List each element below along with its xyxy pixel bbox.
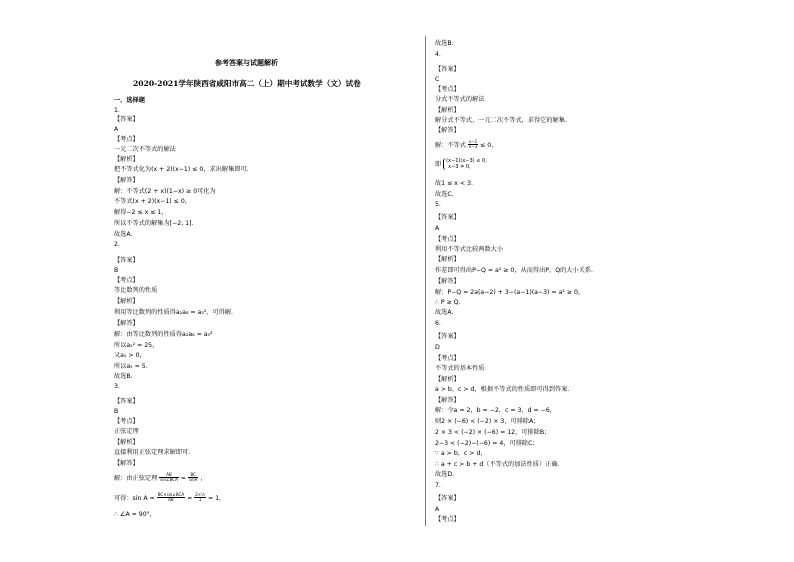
- q1-solution-label: 【解答】: [114, 177, 139, 184]
- q3-analysis-label: 【解析】: [114, 439, 139, 446]
- q6-analysis-label: 【解析】: [435, 376, 460, 383]
- q1-point-label: 【考点】: [114, 136, 139, 143]
- fraction-numerator: 2×½: [195, 492, 205, 497]
- q6-number: 6.: [435, 320, 441, 327]
- q3-solution-text: ，: [200, 474, 207, 482]
- q2-answer: B: [114, 267, 119, 274]
- q4-point-label: 【考点】: [435, 86, 460, 93]
- fraction: [194, 493, 206, 503]
- q4-solution-text: 解：不等式: [435, 141, 466, 149]
- inequality-system: [443, 158, 490, 170]
- exam-title: 2020-2021学年陕西省咸阳市高二（上）期中考试数学（文）试卷: [133, 79, 361, 88]
- q2-answer-label: 【答案】: [114, 257, 139, 264]
- equals-sign: =: [180, 474, 186, 482]
- q1-solution-line: 故选A.: [114, 231, 133, 238]
- q1-answer-label: 【答案】: [114, 116, 139, 123]
- q2-number: 2.: [114, 241, 120, 248]
- q7-answer: A: [435, 506, 440, 513]
- q5-answer-label: 【答案】: [435, 214, 460, 221]
- q2-analysis: 利用等比数列的性质得a₂a₈ = a₅²，可得解.: [114, 309, 234, 316]
- q6-point: 不等式的基本性质: [435, 365, 485, 372]
- q6-point-label: 【考点】: [435, 355, 460, 362]
- q3-solution-label: 【解答】: [114, 460, 139, 467]
- fraction-denominator: sinA: [188, 477, 198, 483]
- fraction: [159, 473, 179, 483]
- q7-point-label: 【考点】: [435, 516, 460, 523]
- q4-solution-text: ≤ 0，: [480, 141, 498, 149]
- q3-answer: B: [114, 408, 119, 415]
- q2-analysis-label: 【解析】: [114, 298, 139, 305]
- q5-solution-label: 【解答】: [435, 278, 460, 285]
- q2-solution-line: 又a₅ > 0，: [114, 352, 146, 359]
- q4-solution-line-system: [435, 158, 490, 170]
- section-heading: 一、选择题: [114, 97, 145, 104]
- q3-solution-text: 解：由正弦定理: [114, 474, 158, 482]
- q6-solution-line: ∴ a + c > b + d（不等式的加法性质）正确.: [435, 461, 560, 468]
- q1-analysis-label: 【解析】: [114, 156, 139, 163]
- q3-solution-line-sine-rule: [114, 473, 207, 483]
- q4-solution-label: 【解答】: [435, 127, 460, 134]
- system-line: (x−1)(x−3) ≤ 0，: [446, 158, 491, 164]
- q3-solution-text: = 1，: [207, 494, 226, 502]
- q4-analysis-label: 【解析】: [435, 107, 460, 114]
- q3-solution-line-sinA: [114, 493, 225, 503]
- q5-solution-line: 解：P−Q = 2a(a−2) + 3−(a−1)(a−3) = a² ≥ 0，: [435, 289, 585, 296]
- q3-conclusion: 故选B.: [435, 40, 454, 47]
- q1-number: 1.: [114, 107, 120, 114]
- q4-solution-line: 故1 ≤ x < 3.: [435, 180, 473, 187]
- fraction-denominator: 1: [198, 497, 202, 503]
- q5-number: 5.: [435, 201, 441, 208]
- q1-solution-line: 不等式(x + 2)(x−1) ≤ 0，: [114, 198, 191, 205]
- fraction-numerator: AB: [159, 473, 179, 478]
- q4-analysis: 解分式不等式，一元二次不等式，求得它的解集.: [435, 117, 567, 124]
- fraction-denominator: x−3: [468, 144, 478, 150]
- q5-point-label: 【考点】: [435, 236, 460, 243]
- q5-analysis-label: 【解析】: [435, 256, 460, 263]
- q4-point: 分式不等式的解法: [435, 96, 485, 103]
- q5-point: 利用不等式比较两数大小: [435, 246, 504, 253]
- q6-solution-line: 2 × 3 < (−2) × (−6) = 12，可排除B；: [435, 429, 551, 436]
- q1-solution-line: 所以不等式的解集为[−2, 1].: [114, 220, 194, 227]
- q2-solution-label: 【解答】: [114, 320, 139, 327]
- q3-solution-text: 可得：sin A =: [114, 494, 155, 502]
- q6-solution-line: 解：令a = 2，b = −2，c = 3，d = −6，: [435, 407, 556, 414]
- fraction-denominator: AB: [168, 497, 174, 503]
- q2-point: 等比数列的性质: [114, 287, 158, 294]
- column-divider: [425, 36, 426, 526]
- q4-solution-line: 故选C.: [435, 191, 454, 198]
- q1-point: 一元二次不等式的解法: [114, 146, 176, 153]
- q1-analysis: 把不等式化为(x + 2)(x−1) ≤ 0，求出解集即可.: [114, 166, 249, 173]
- q2-solution-line: 故选B.: [114, 373, 133, 380]
- fraction-denominator: sin∠BCA: [160, 477, 178, 483]
- q6-solution-line: 则2 × (−6) < (−2) × 3，可排除A；: [435, 418, 540, 425]
- q3-number: 3.: [114, 383, 120, 390]
- q6-answer: D: [435, 344, 440, 351]
- q3-solution-line: ∴ ∠A = 90°，: [114, 511, 156, 518]
- doc-header: 参考答案与试题解析: [215, 58, 278, 67]
- q7-number: 7.: [435, 482, 441, 489]
- q1-answer: A: [114, 126, 119, 133]
- q5-answer: A: [435, 225, 440, 232]
- q2-solution-line: 所以a₅² = 25，: [114, 342, 159, 349]
- q5-solution-line: ∴ P ≥ Q.: [435, 299, 461, 306]
- q3-point-label: 【考点】: [114, 418, 139, 425]
- q5-solution-line: 故选A.: [435, 309, 454, 316]
- fraction: [157, 493, 185, 503]
- q2-solution-line: 所以a₅ = 5.: [114, 363, 148, 370]
- q3-point: 正弦定理: [114, 428, 139, 435]
- q4-number: 4.: [435, 51, 441, 58]
- fraction-numerator: BC×sin∠BCA: [157, 492, 185, 497]
- fraction-numerator: BC: [188, 473, 198, 478]
- fraction: [468, 140, 478, 150]
- equals-sign: =: [187, 494, 193, 502]
- q2-point-label: 【考点】: [114, 277, 139, 284]
- q6-analysis: a > b，c > d，根据不等式的性质即可得到答案.: [435, 386, 570, 393]
- q3-analysis: 直接利用正弦定理求解即可.: [114, 449, 191, 456]
- q3-answer-label: 【答案】: [114, 398, 139, 405]
- q4-solution-line-fraction: [435, 140, 497, 150]
- q7-answer-label: 【答案】: [435, 495, 460, 502]
- q6-solution-label: 【解答】: [435, 397, 460, 404]
- q6-solution-line: 故选D.: [435, 471, 455, 478]
- q4-answer-label: 【答案】: [435, 66, 460, 73]
- fraction-numerator: x−1: [468, 139, 478, 144]
- q4-answer: C: [435, 76, 440, 83]
- q1-solution-line: 解：不等式(2 + x)(1−x) ≥ 0可化为: [114, 188, 216, 195]
- fraction: [188, 473, 198, 483]
- q6-solution-line: ∵ a > b，c > d，: [435, 450, 487, 457]
- q5-analysis: 作差即可得出P−Q = a² ≥ 0，从而得出P，Q的大小关系.: [435, 267, 593, 274]
- q2-solution-line: 解：由等比数列的性质得a₂a₈ = a₅²: [114, 331, 213, 338]
- q4-solution-text: 即: [435, 161, 442, 168]
- q1-solution-line: 解得−2 ≤ x ≤ 1，: [114, 209, 168, 216]
- q6-solution-line: 2−3 < (−2)−(−6) = 4，可排除C；: [435, 440, 539, 447]
- system-line: x−3 ≠ 0，: [448, 164, 475, 170]
- q6-answer-label: 【答案】: [435, 333, 460, 340]
